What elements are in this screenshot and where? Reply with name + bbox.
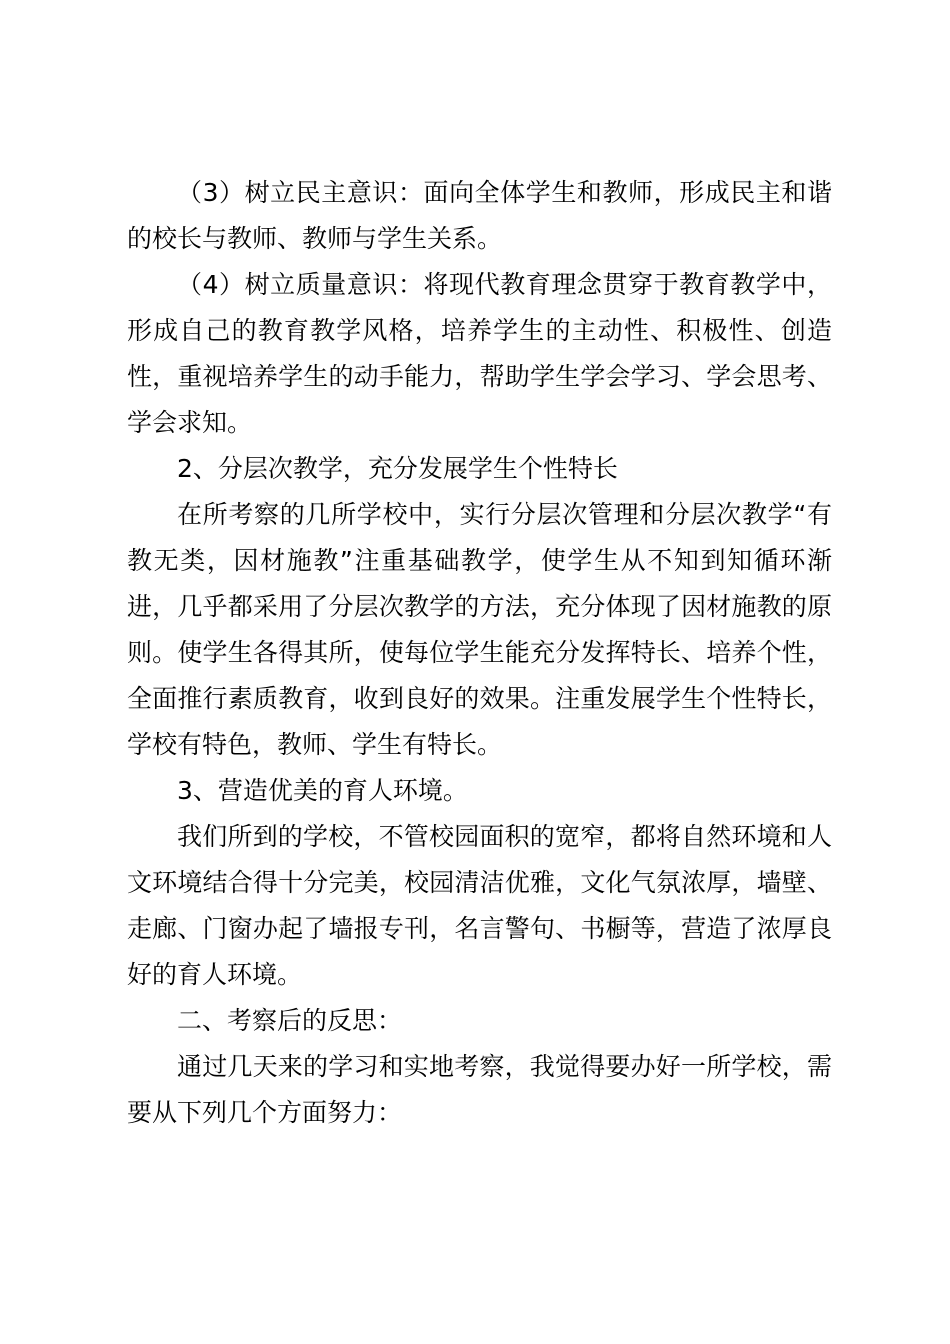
heading-reflection: 二、考察后的反思： (177, 1006, 403, 1035)
document-page (127, 170, 832, 1136)
heading-tiered-teaching: 2、分层次教学，充分发展学生个性特长 (177, 454, 618, 483)
paragraph-tiered-teaching: 在所考察的几所学校中，实行分层次管理和分层次教学“有教无类，因材施教”注重基础教学，使学生从不知到知循环渐进，几乎都采用了分层次教学的方法，充分体现了因材施教的原则。使学生各得其所，使每位学生能充分发挥特长、培养个性，全面推行素质教育，收到良好的效果。注重发展学生个性特长，学校有特色，教师、学生有特长。 (127, 500, 832, 759)
paragraph-reflection-intro: 通过几天来的学习和实地考察，我觉得要办好一所学校，需要从下列几个方面努力： (127, 1052, 832, 1127)
paragraph-democracy-awareness: （3）树立民主意识：面向全体学生和教师，形成民主和谐的校长与教师、教师与学生关系。 (127, 178, 832, 253)
paragraph-quality-awareness: （4）树立质量意识：将现代教育理念贯穿于教育教学中，形成自己的教育教学风格，培养学生的主动性、积极性、创造性，重视培养学生的动手能力，帮助学生学会学习、学会思考、学会求知。 (127, 270, 832, 437)
heading-educational-environment: 3、营造优美的育人环境。 (177, 776, 468, 805)
paragraph-educational-environment: 我们所到的学校，不管校园面积的宽窄，都将自然环境和人文环境结合得十分完美，校园清洁优雅，文化气氛浓厚，墙壁、走廊、门窗办起了墙报专刊，名言警句、书橱等，营造了浓厚良好的育人环境。 (127, 822, 832, 989)
